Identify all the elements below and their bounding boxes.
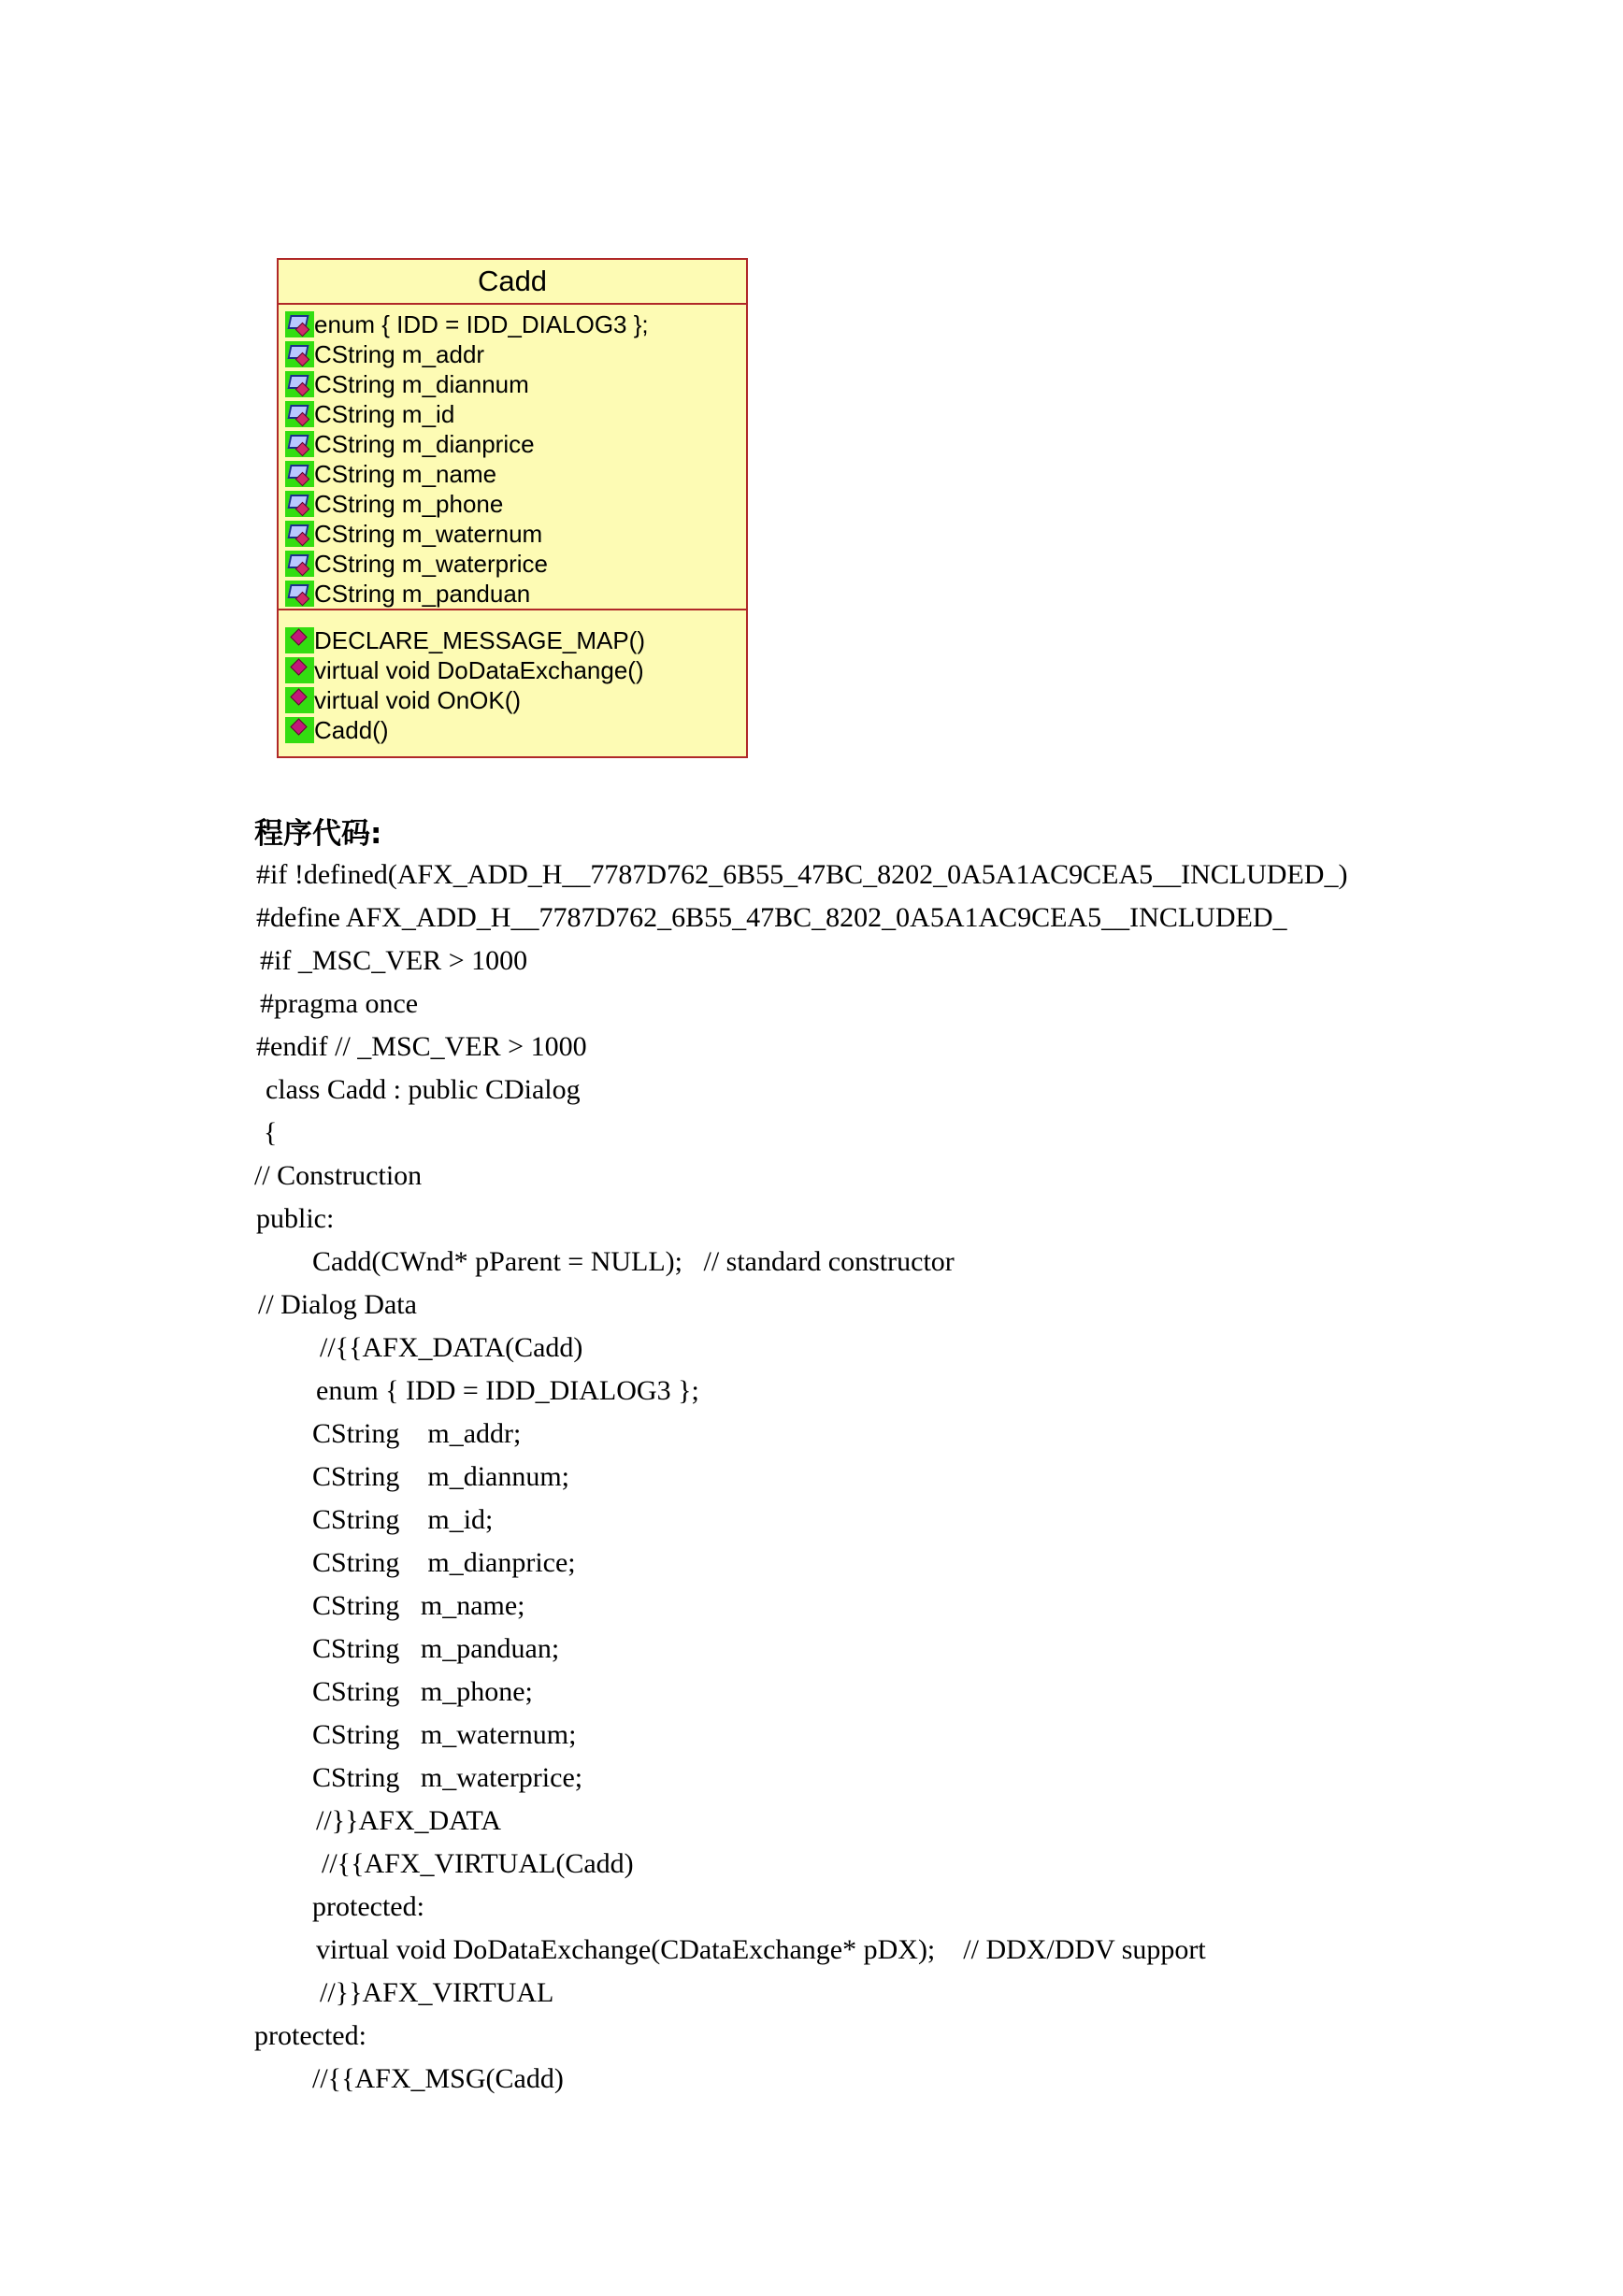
attribute-icon — [285, 431, 314, 457]
attribute-icon — [285, 551, 314, 577]
attribute-icon — [285, 521, 314, 547]
uml-attribute — [279, 369, 746, 399]
code-heading: 程序代码: — [254, 817, 382, 851]
uml-attribute-text: CString m_diannum — [314, 370, 529, 398]
uml-operation — [279, 685, 746, 715]
uml-class-name: Cadd — [279, 260, 746, 305]
code-line: #if !defined(AFX_ADD_H__7787D762_6B55_47BC_8202_0A5A1AC9CEA5__INCLUDED_) — [256, 859, 1348, 890]
code-line: CString m_name; — [312, 1590, 525, 1621]
code-line: //{{AFX_DATA(Cadd) — [320, 1332, 583, 1363]
uml-attribute-text: CString m_waternum — [314, 520, 543, 548]
uml-attribute — [279, 399, 746, 429]
code-line: #pragma once — [260, 988, 419, 1019]
code-line: CString m_waterprice; — [312, 1762, 583, 1793]
attribute-icon — [285, 491, 314, 517]
uml-attribute-text: CString m_phone — [314, 490, 504, 518]
code-line: //{{AFX_MSG(Cadd) — [312, 2063, 564, 2094]
operation-icon — [285, 657, 314, 683]
code-line: class Cadd : public CDialog — [266, 1074, 581, 1105]
uml-attribute-text: CString m_addr — [314, 340, 485, 368]
code-line: #if _MSC_VER > 1000 — [260, 945, 528, 976]
code-line: CString m_id; — [312, 1504, 494, 1535]
uml-class-box — [277, 258, 748, 758]
operation-icon — [285, 687, 314, 713]
code-line: #define AFX_ADD_H__7787D762_6B55_47BC_8202_0A5A1AC9CEA5__INCLUDED_ — [256, 902, 1287, 933]
uml-operation-text: Cadd() — [314, 716, 389, 744]
uml-operation — [279, 655, 746, 685]
code-line: CString m_diannum; — [312, 1461, 570, 1492]
code-line: // Dialog Data — [258, 1289, 417, 1320]
uml-attributes — [279, 305, 746, 610]
operation-icon — [285, 717, 314, 743]
code-line: //{{AFX_VIRTUAL(Cadd) — [322, 1848, 634, 1879]
uml-attribute — [279, 489, 746, 519]
attribute-icon — [285, 371, 314, 397]
uml-operation — [279, 625, 746, 655]
code-line: { — [264, 1117, 278, 1148]
uml-operation-text: virtual void OnOK() — [314, 686, 522, 714]
code-line: CString m_phone; — [312, 1676, 533, 1707]
attribute-icon — [285, 311, 314, 337]
attribute-icon — [285, 581, 314, 607]
uml-attribute — [279, 579, 746, 609]
code-line: virtual void DoDataExchange(CDataExchange* pDX); // DDX/DDV support — [316, 1934, 1206, 1965]
uml-operation-text: DECLARE_MESSAGE_MAP() — [314, 626, 645, 654]
code-line: CString m_addr; — [312, 1418, 522, 1449]
uml-attribute — [279, 429, 746, 459]
code-line: public: — [256, 1203, 335, 1234]
code-line: //}}AFX_VIRTUAL — [320, 1977, 554, 2008]
code-line: enum { IDD = IDD_DIALOG3 }; — [316, 1375, 699, 1406]
code-line: Cadd(CWnd* pParent = NULL); // standard constructor — [312, 1246, 955, 1277]
uml-attribute — [279, 459, 746, 489]
code-line: protected: — [254, 2020, 366, 2051]
uml-attribute — [279, 339, 746, 369]
attribute-icon — [285, 401, 314, 427]
uml-attribute — [279, 309, 746, 339]
uml-operation-text: virtual void DoDataExchange() — [314, 656, 644, 684]
attribute-icon — [285, 341, 314, 367]
code-line: #endif // _MSC_VER > 1000 — [256, 1031, 587, 1062]
code-line: CString m_dianprice; — [312, 1547, 576, 1578]
code-line: CString m_waternum; — [312, 1719, 577, 1750]
uml-attribute — [279, 519, 746, 549]
attribute-icon — [285, 461, 314, 487]
operation-icon — [285, 627, 314, 653]
uml-attribute-text: enum { IDD = IDD_DIALOG3 }; — [314, 310, 649, 338]
uml-operation — [279, 715, 746, 745]
code-line: // Construction — [254, 1160, 423, 1191]
code-line: //}}AFX_DATA — [316, 1805, 502, 1836]
uml-operations — [279, 610, 746, 745]
uml-attribute-text: CString m_name — [314, 460, 497, 488]
code-line: CString m_panduan; — [312, 1633, 560, 1664]
code-line: protected: — [312, 1891, 424, 1922]
uml-attribute-text: CString m_id — [314, 400, 455, 428]
uml-attribute-text: CString m_panduan — [314, 580, 531, 608]
uml-attribute — [279, 549, 746, 579]
uml-attribute-text: CString m_waterprice — [314, 550, 548, 578]
uml-attribute-text: CString m_dianprice — [314, 430, 535, 458]
